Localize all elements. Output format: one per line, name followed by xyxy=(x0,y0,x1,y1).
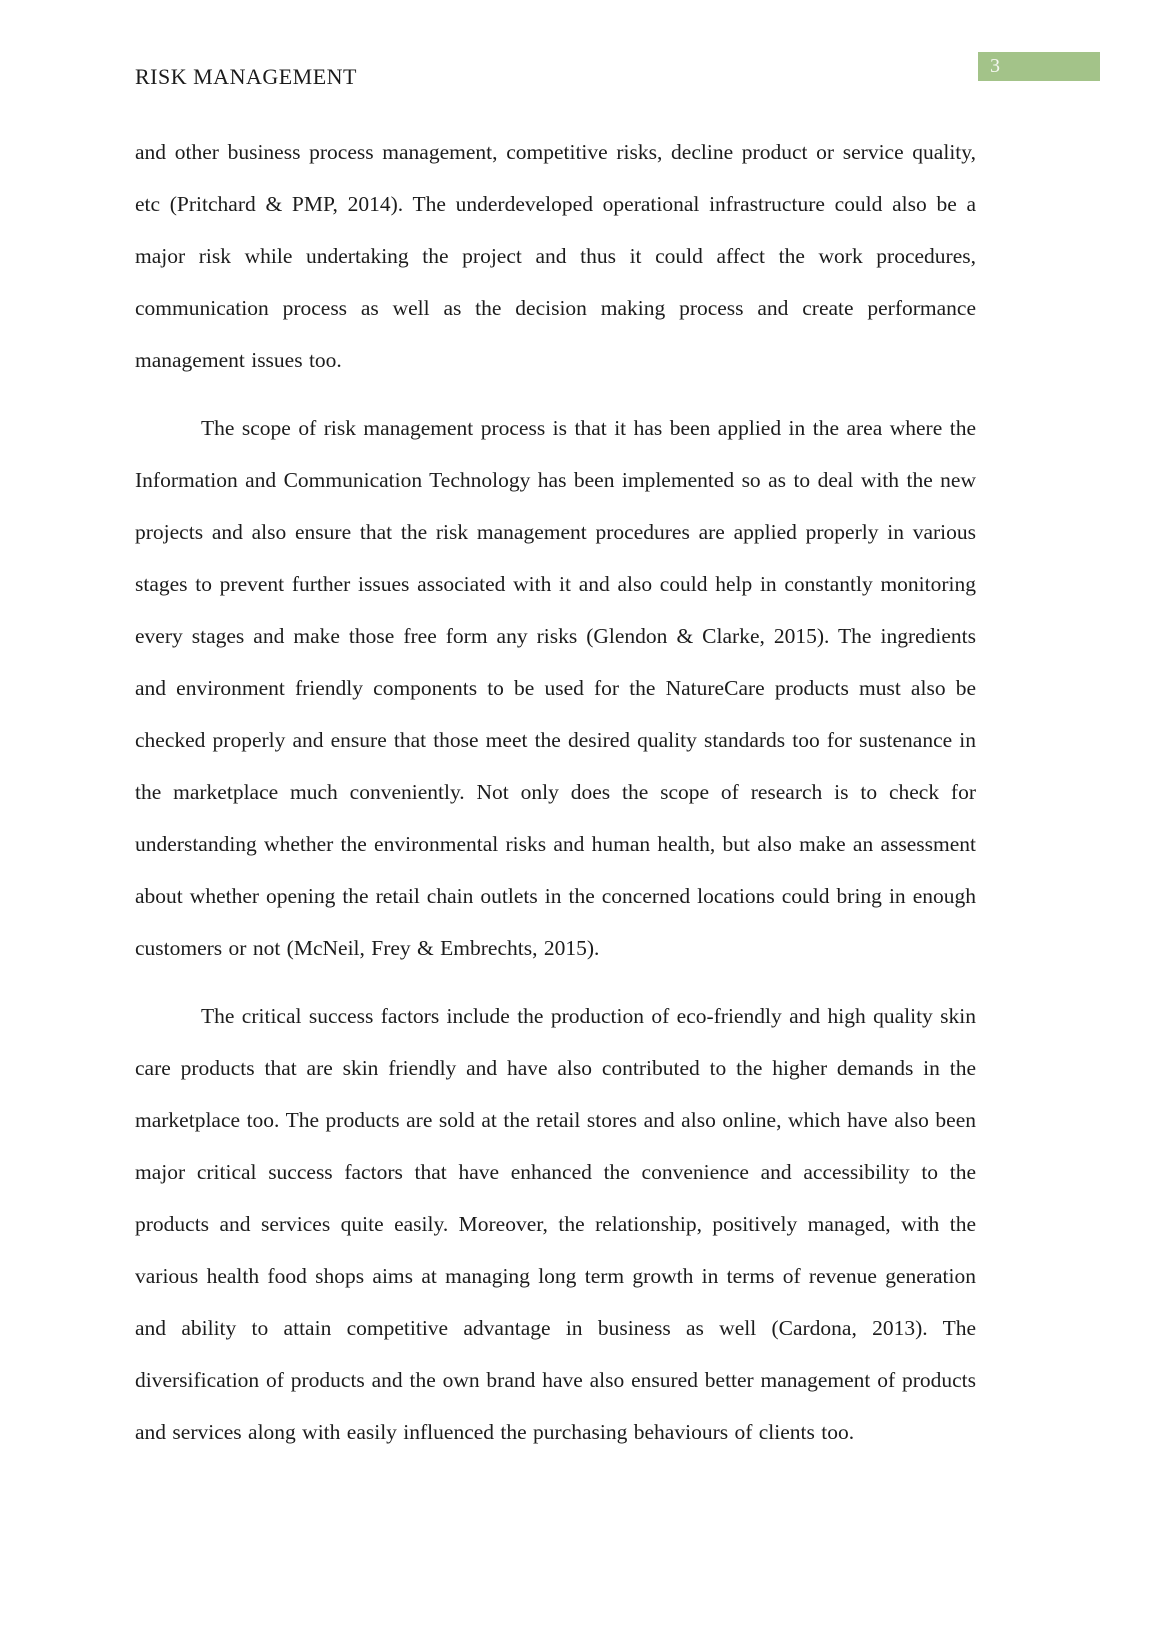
paragraph: and other business process management, competitive risks, decline product or service quality, etc (Pritchard & PMP, 2014). The underdeveloped operational infrastructure could also be a major risk while undertaking the project and thus it could affect the work procedures, communication process as well as the decision making process and create performance management issues too. xyxy=(135,140,976,372)
running-head: RISK MANAGEMENT xyxy=(135,64,357,89)
document-body xyxy=(135,126,976,1474)
paragraph: The scope of risk management process is that it has been applied in the area where the Information and Communication Technology has been implemented so as to deal with the new projects and also ensure that the risk management procedures are applied properly in various stages to prevent further issues associated with it and also could help in constantly monitoring every stages and make those free form any risks (Glendon & Clarke, 2015). The ingredients and environment friendly components to be used for the NatureCare products must also be checked properly and ensure that those meet the desired quality standards too for sustenance in the marketplace much conveniently. Not only does the scope of research is to check for understanding whether the environmental risks and human health, but also make an assessment about whether opening the retail chain outlets in the concerned locations could bring in enough customers or not (McNeil, Frey & Embrechts, 2015). xyxy=(135,416,976,960)
page-number-badge: 3 xyxy=(978,52,1100,81)
paragraph: The critical success factors include the production of eco-friendly and high quality skin care products that are skin friendly and have also contributed to the higher demands in the marketplace too. The products are sold at the retail stores and also online, which have also been major critical success factors that have enhanced the convenience and accessibility to the products and services quite easily. Moreover, the relationship, positively managed, with the various health food shops aims at managing long term growth in terms of revenue generation and ability to attain competitive advantage in business as well (Cardona, 2013). The diversification of products and the own brand have also ensured better management of products and services along with easily influenced the purchasing behaviours of clients too. xyxy=(135,1004,976,1444)
page-header xyxy=(135,52,1100,89)
